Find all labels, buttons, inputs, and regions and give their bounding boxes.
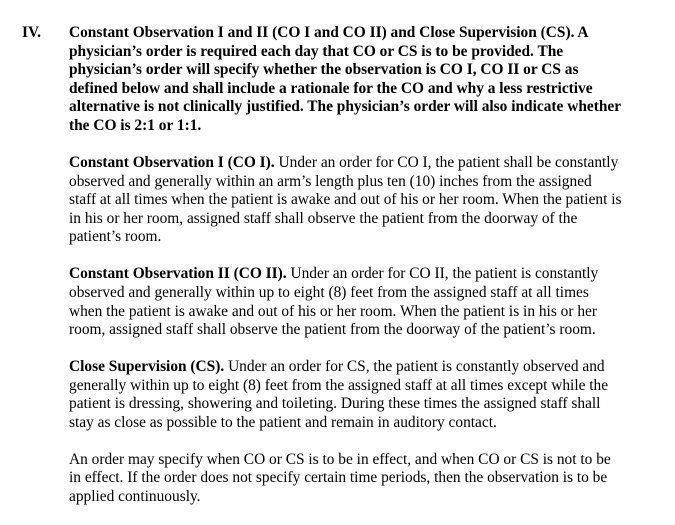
definition-term: Constant Observation I (CO I). [69,153,275,171]
co2-definition-paragraph [69,265,659,339]
definition-line: observed and generally within up to eight (8) feet from the assigned staff at all times [69,283,589,301]
definition-text: Under an order for CO II, the patient is constantly [286,265,599,283]
closing-line: An order may specify when CO or CS is to be in effect, and when CO or CS is not to be [69,450,611,468]
closing-line: applied continuously. [69,488,201,506]
section-number: IV. [22,24,41,41]
closing-paragraph [69,451,659,507]
heading-line: the CO is 2:1 or 1:1. [69,116,202,134]
definition-first-line [69,154,659,173]
heading-line: physician’s order is required each day that CO or CS is to be provided. The [69,42,564,60]
definition-term: Close Supervision (CS). [69,358,225,376]
definition-first-line [69,265,659,284]
heading-line: physician’s order will specify whether the observation is CO I, CO II or CS as [69,61,579,79]
definition-line: stay as close as possible to the patient and remain in auditory contact. [69,413,497,431]
definition-line: in his or her room, assigned staff shall observe the patient from the doorway of the [69,209,578,227]
co1-definition-paragraph [69,154,659,247]
heading-line: Constant Observation I and II (CO I and CO II) and Close Supervision (CS). A [69,24,589,41]
heading-line: defined below and shall include a rationale for the CO and why a less restrictive [69,79,593,97]
definition-line: room, assigned staff shall observe the patient from the doorway of the patient’s room. [69,321,596,339]
definition-first-line [69,358,659,377]
definition-line: patient is dressing, showering and toileting. During these times the assigned staff shall [69,395,601,413]
definition-text: Under an order for CS, the patient is constantly observed and [224,358,605,376]
definition-line: staff at all times when the patient is awake and out of his or her room. When the patient is [69,191,622,209]
section-heading-paragraph [69,24,659,136]
heading-line: alternative is not clinically justified. The physician’s order will also indicate whether [69,98,622,116]
definition-line: when the patient is awake and out of his or her room. When the patient is in his or her [69,302,597,320]
section-content [69,24,659,525]
closing-line: in effect. If the order does not specify certain time periods, then the observation is to be [69,469,608,487]
cs-definition-paragraph [69,358,659,432]
definition-line: patient’s room. [69,228,162,246]
definition-text: Under an order for CO I, the patient shall be constantly [274,153,619,171]
definition-line: generally within up to eight (8) feet from the assigned staff at all times except while the [69,376,609,394]
definition-line: observed and generally within an arm’s length plus ten (10) inches from the assigned [69,172,592,190]
definition-term: Constant Observation II (CO II). [69,265,287,283]
